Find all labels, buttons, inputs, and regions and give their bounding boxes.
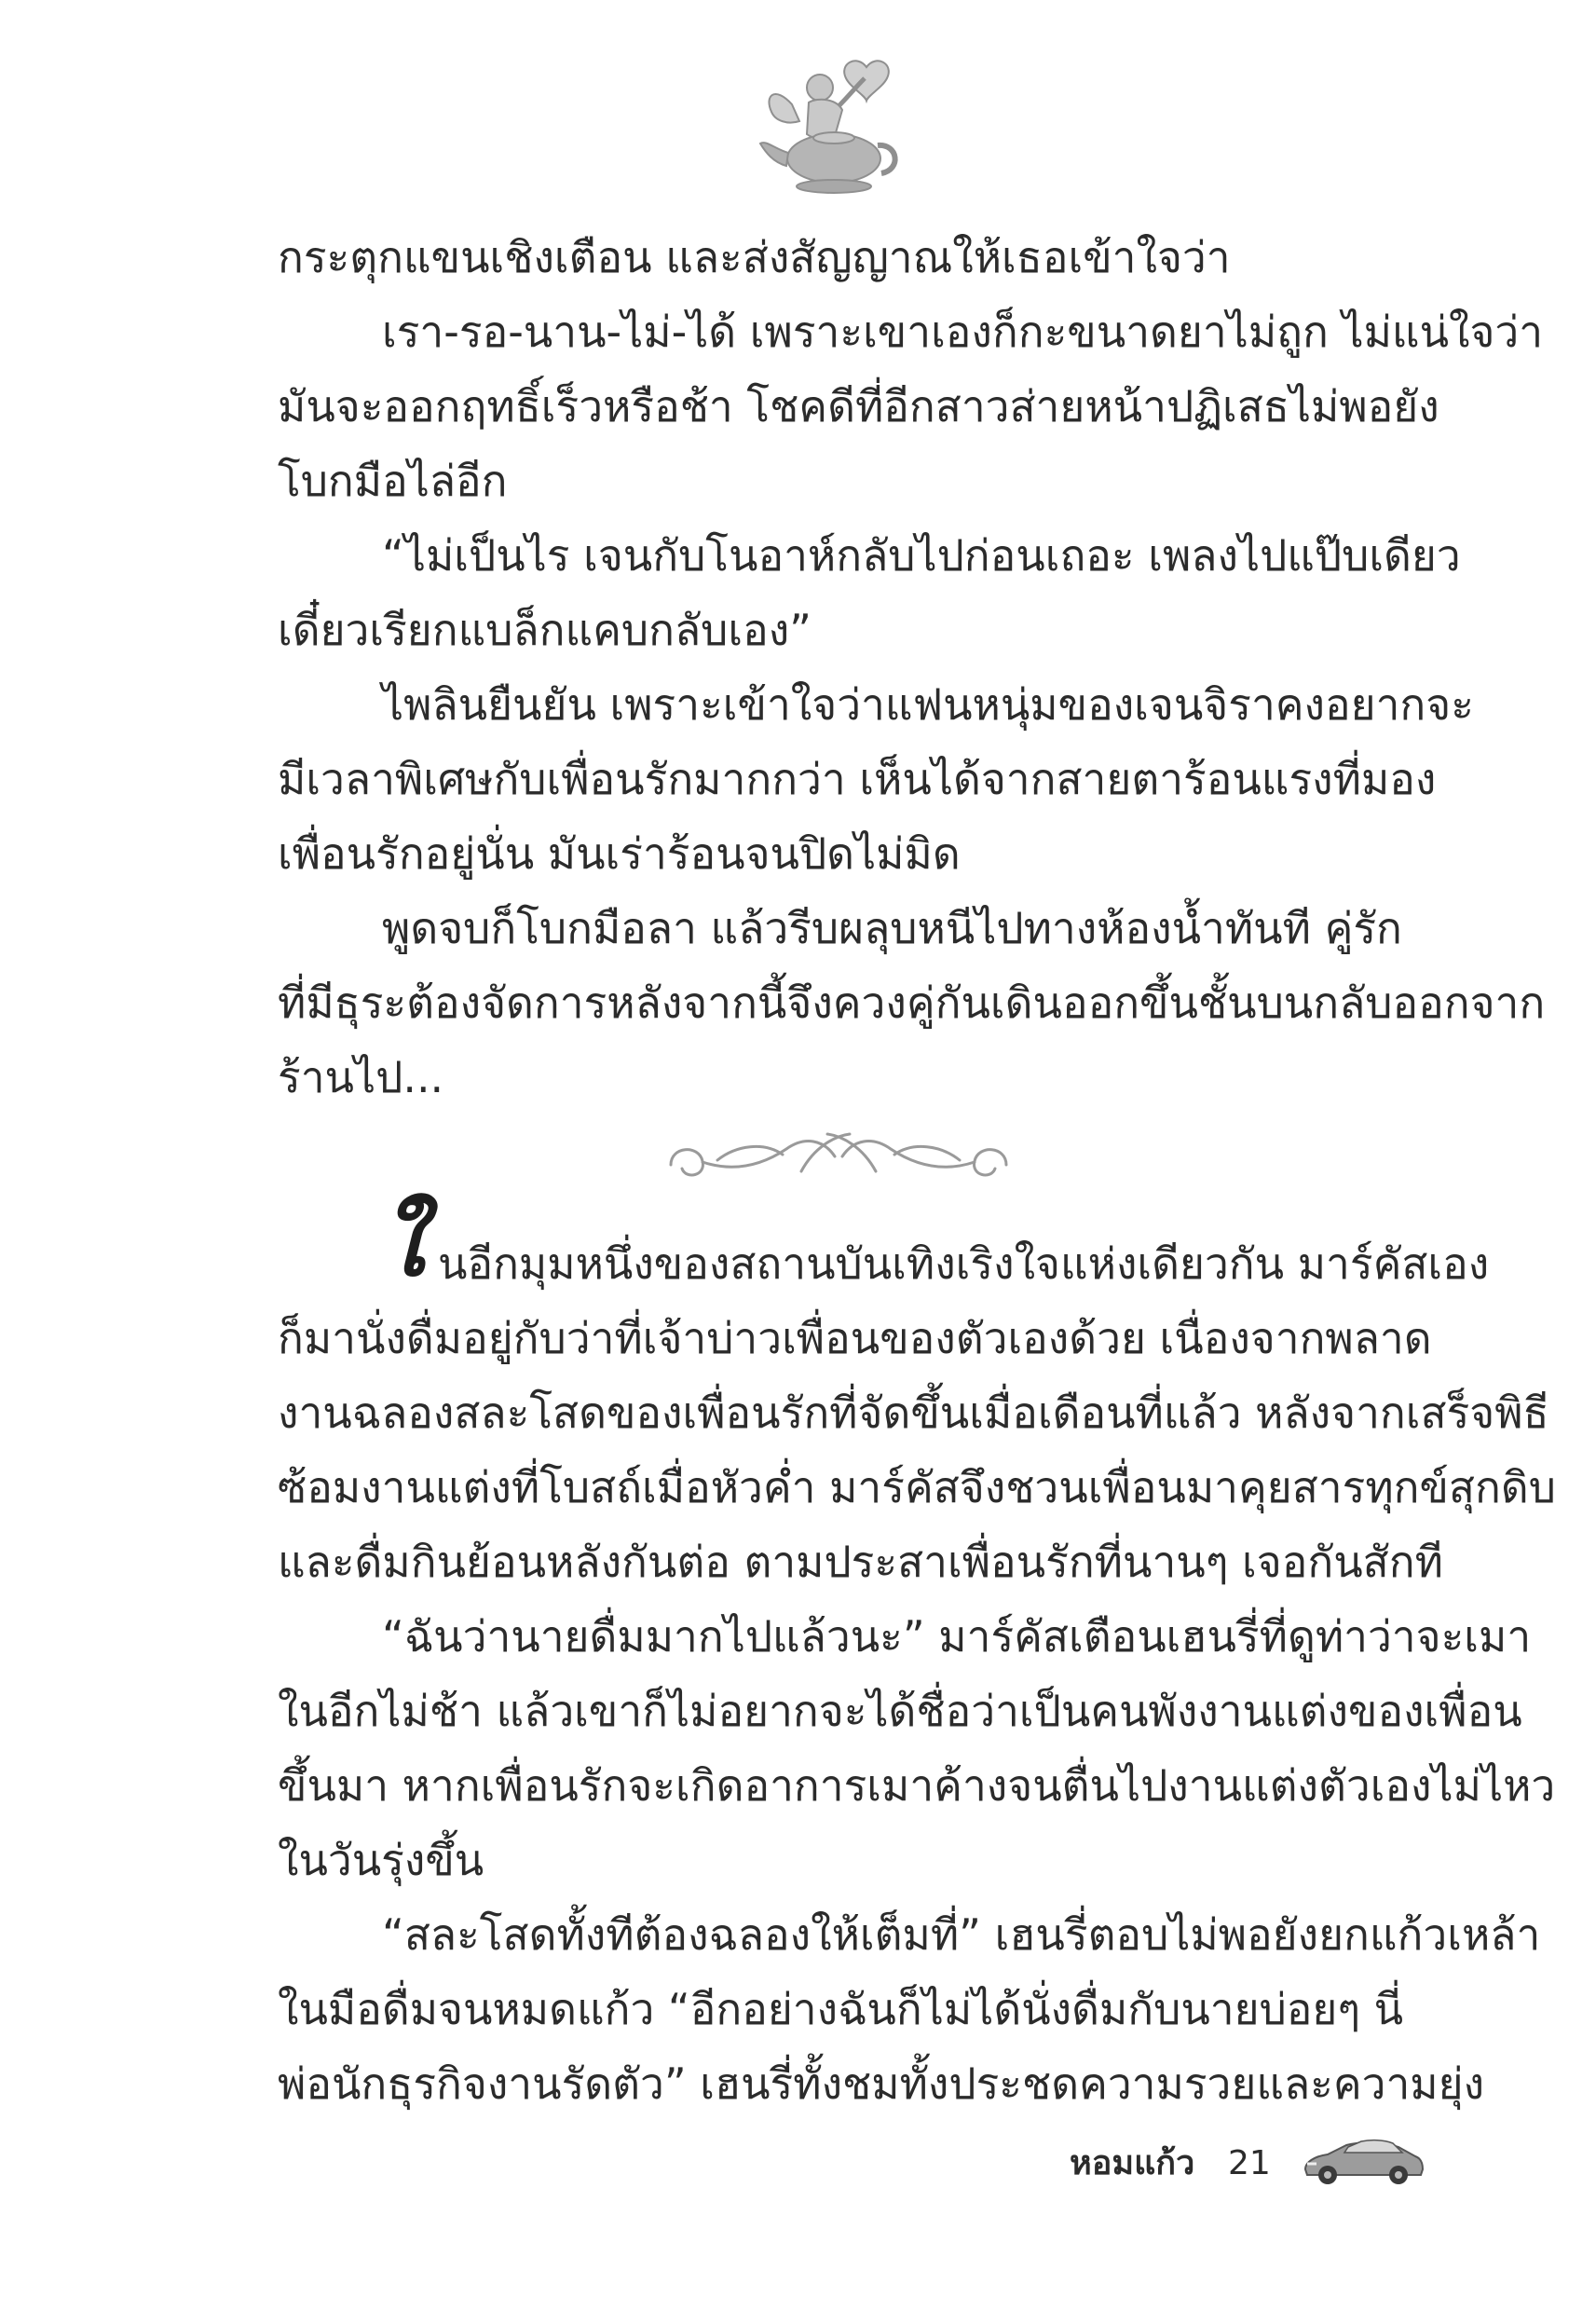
text-line: นอีกมุมหนึ่งของสถานบันเทิงเริงใจแห่งเดียวกัน มาร์คัสเอง [438, 1238, 1490, 1289]
text-line: ไพลินยืนยัน เพราะเข้าใจว่าแฟนหนุ่มของเจนจิราคงอยากจะ [382, 679, 1474, 730]
text-line: ก็มานั่งดื่มอยู่กับว่าที่เจ้าบ่าวเพื่อนของตัวเองด้วย เนื่องจากพลาด [278, 1313, 1432, 1363]
text-line: เดี๋ยวเรียกแบล็กแคบกลับเอง” [278, 605, 812, 655]
text-line: ร้านไป... [278, 1052, 444, 1102]
text-line: ในอีกไม่ช้า แล้วเขาก็ไม่อยากจะได้ชื่อว่าเป็นคนพังงานแต่งของเพื่อน [278, 1686, 1522, 1736]
text-line: ขึ้นมา หากเพื่อนรักจะเกิดอาการเมาค้างจนตื่นไปงานแต่งตัวเองไม่ไหว [278, 1760, 1556, 1811]
car-icon [1300, 2134, 1425, 2188]
text-line: เรา-รอ-นาน-ไม่-ได้ เพราะเขาเองก็กะขนาดยาไม่ถูก ไม่แน่ใจว่า [382, 307, 1544, 357]
text-line: เพื่อนรักอยู่นั่น มันเร่าร้อนจนปิดไม่มิด [278, 828, 961, 879]
book-title: หอมแก้ว [1070, 2144, 1195, 2182]
text-line: มีเวลาพิเศษกับเพื่อนรักมากกว่า เห็นได้จากสายตาร้อนแรงที่มอง [278, 754, 1437, 804]
swirl-divider-icon [652, 1123, 1025, 1197]
text-line: “ฉันว่านายดื่มมากไปแล้วนะ” มาร์คัสเตือนเฮนรี่ที่ดูท่าว่าจะเมา [382, 1611, 1532, 1661]
text-line: “สละโสดทั้งทีต้องฉลองให้เต็มที่” เฮนรี่ตอบไม่พอยังยกแก้วเหล้า [382, 1909, 1541, 1960]
text-line: ซ้อมงานแต่งที่โบสถ์เมื่อหัวค่ำ มาร์คัสจึงชวนเพื่อนมาคุยสารทุกข์สุกดิบ [278, 1462, 1556, 1512]
text-line: โบกมือไล่อีก [278, 456, 508, 506]
text-line: พ่อนักธุรกิจงานรัดตัว” เฮนรี่ทั้งชมทั้งประชดความรวยและความยุ่ง [278, 2058, 1485, 2109]
text-line: ที่มีธุระต้องจัดการหลังจากนี้จึงควงคู่กันเดินออกขึ้นชั้นบนกลับออกจาก [278, 978, 1546, 1028]
text-line: และดื่มกินย้อนหลังกันต่อ ตามประสาเพื่อนรักที่นานๆ เจอกันสักที [278, 1537, 1443, 1587]
text-line: กระตุกแขนเชิงเตือน และส่งสัญญาณให้เธอเข้าใจว่า [278, 232, 1231, 282]
page-number: 21 [1228, 2144, 1271, 2182]
text-line: งานฉลองสละโสดของเพื่อนรักที่จัดขึ้นเมื่อเดือนที่แล้ว หลังจากเสร็จพิธี [278, 1388, 1549, 1438]
text-line: ในมือดื่มจนหมดแก้ว “อีกอย่างฉันก็ไม่ได้นั่งดื่มกับนายบ่อยๆ นี่ [278, 1984, 1404, 2034]
text-line: “ไม่เป็นไร เจนกับโนอาห์กลับไปก่อนเถอะ เพลงไปแป๊บเดียว [382, 530, 1461, 581]
text-line: ในวันรุ่งขึ้น [278, 1835, 484, 1885]
angel-teapot-icon [755, 48, 913, 202]
text-line: มันจะออกฤทธิ์เร็วหรือช้า โชคดีที่อีกสาวส่ายหน้าปฏิเสธไม่พอยัง [278, 381, 1439, 431]
text-line: พูดจบก็โบกมือลา แล้วรีบผลุบหนีไปทางห้องน้ำทันที คู่รัก [382, 903, 1402, 953]
drop-cap: ใ [380, 1191, 424, 1296]
